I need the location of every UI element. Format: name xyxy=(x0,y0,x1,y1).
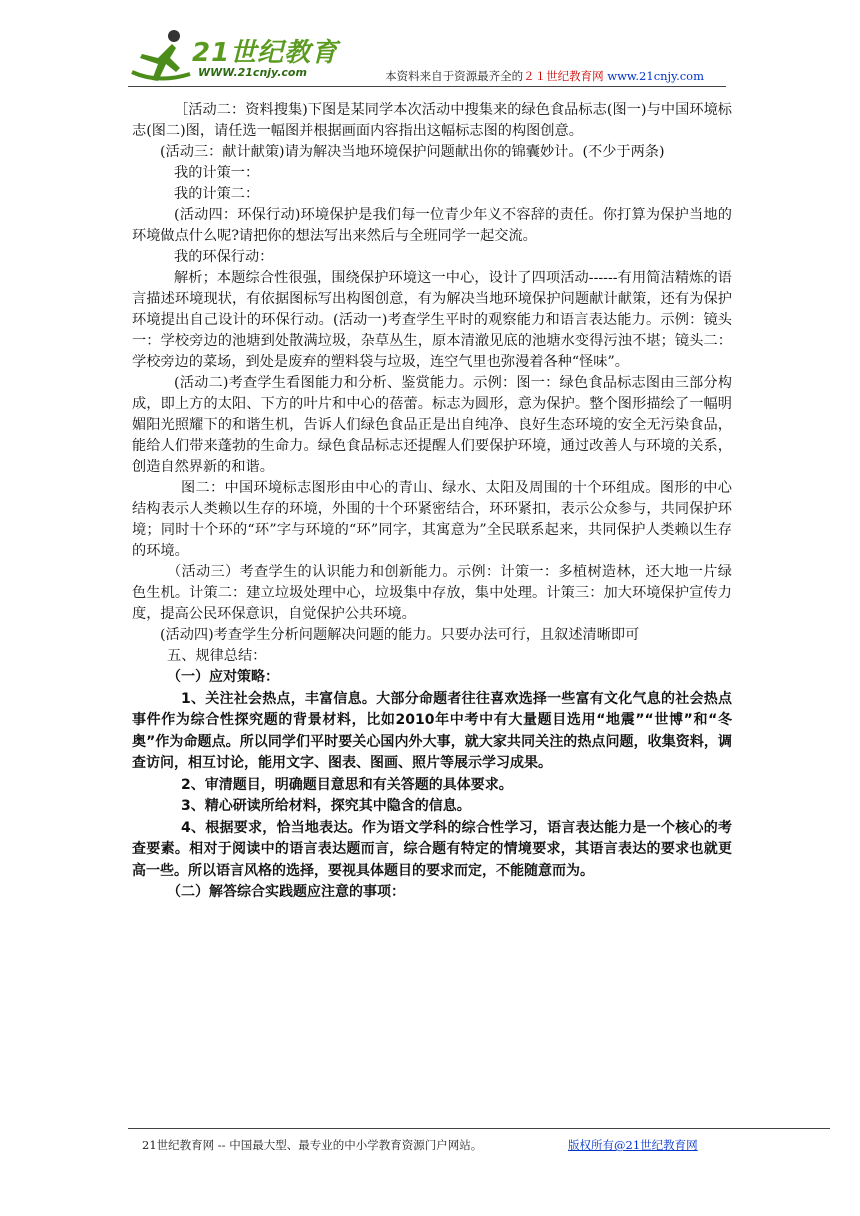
paragraph: 4、根据要求，恰当地表达。作为语文学科的综合性学习，语言表达能力是一个核心的考查要素。相对于阅读中的语言表达题而言，综合题有特定的情境要求，其语言表达的要求也就更高一些。所以语言风格的选择，要视具体题目的要求而定，不能随意而为。 xyxy=(132,819,732,879)
subsection-heading: （一）应对策略： xyxy=(167,669,279,685)
paragraph: ［活动二：资料搜集)下图是某同学本次活动中搜集来的绿色食品标志(图一)与中国环境标 志(图二)图，请任选一幅图并根据画面内容指出这幅标志图的构图创意。 xyxy=(132,102,747,139)
header-site-link[interactable]: ２１世纪教育网 xyxy=(523,69,604,83)
paragraph: 我的环保行动： xyxy=(174,249,274,265)
paragraph: （活动三）考查学生的认识能力和创新能力。示例：计策一：多植树造林，还大地一片绿色生机。计策二：建立垃圾处理中心，垃圾集中存放，集中处理。计策三：加大环境保护宣传力度，提高公民环保意识，自觉保护公共环境。 xyxy=(132,564,732,622)
paragraph: 1、关注社会热点，丰富信息。大部分命题者往往喜欢选择一些富有文化气息的社会热点事件作为综合性探究题的背景材料，比如2010年中考中有大量题目选用“地震”“世博”和“冬奥”作为命题点。所以同学们平时要关心国内外大事，就大家共同关注的热点问题，收集资料，调查访问，相互讨论，能用文字、图表、图画、照片等展示学习成果。 xyxy=(132,690,732,771)
copyright-link[interactable]: 版权所有@21世纪教育网 xyxy=(568,1138,698,1152)
header-url-link[interactable]: www.21cnjy.com xyxy=(607,69,704,83)
page-footer xyxy=(128,1128,830,1152)
logo-url: WWW.21cnjy.com xyxy=(198,66,307,79)
paragraph: 我的计策一： xyxy=(174,165,260,181)
logo-wordmark: 21世纪教育 xyxy=(192,38,339,68)
paragraph: 2、审清题目，明确题目意思和有关答题的具体要求。 xyxy=(181,776,513,793)
paragraph: 解析；本题综合性很强，围绕保护环境这一中心，设计了四项活动------有用简洁精炼的语言描述环境现状，有依据图标写出构图创意，有为解决当地环境保护问题献计献策，还有为保护环境提出自己设计的环保行动。(活动一)考查学生平时的观察能力和语言表达能力。示例：镜头一：学校旁边的池塘到处散满垃圾，杂草丛生，原本清澈见底的池塘水变得污浊不堪；镜头二：学校旁边的菜场，到处是废弃的塑料袋与垃圾，连空气里也弥漫着各种“怪味”。 xyxy=(132,270,732,370)
header-note xyxy=(385,68,704,84)
paragraph: 图二：中国环境标志图形由中心的青山、绿水、太阳及周围的十个环组成。图形的中心结构表示人类赖以生存的环境，外围的十个环紧密结合，环环紧扣，表示公众参与，共同保护环境；同时十个环的“环”字与环境的“环”同字，其寓意为”全民联系起来，共同保护人类赖以生存的环境。 xyxy=(132,480,732,559)
runner-icon xyxy=(128,28,198,84)
page-header xyxy=(128,28,726,88)
subsection-heading: （二）解答综合实践题应注意的事项： xyxy=(167,884,405,900)
paragraph: 我的计策二： xyxy=(174,186,260,202)
paragraph: 3、精心研读所给材料，探究其中隐含的信息。 xyxy=(181,798,471,814)
footer-text: 21世纪教育网 -- 中国最大型、最专业的中小学教育资源门户网站。 xyxy=(142,1138,483,1152)
section-heading: 五、规律总结： xyxy=(167,648,267,664)
paragraph: (活动四：环保行动)环境保护是我们每一位青少年义不容辞的责任。你打算为保护当地的环境做点什么呢?请把你的想法写出来然后与全班同学一起交流。 xyxy=(132,207,732,244)
document-body xyxy=(132,100,747,904)
paragraph: (活动二)考查学生看图能力和分析、鉴赏能力。示例：图一：绿色食品标志图由三部分构成，即上方的太阳、下方的叶片和中心的蓓蕾。标志为圆形，意为保护。整个图形描绘了一幅明媚阳光照耀下的和谐生机，告诉人们绿色食品正是出自纯净、良好生态环境的安全无污染食品，能给人们带来蓬勃的生命力。绿色食品标志还提醒人们要保护环境，通过改善人与环境的关系，创造自然界新的和谐。 xyxy=(132,375,732,475)
site-logo xyxy=(128,28,368,84)
header-note-prefix: 本资料来自于资源最齐全的 xyxy=(385,69,524,83)
paragraph: (活动四)考查学生分析问题解决问题的能力。只要办法可行，且叙述清晰即可 xyxy=(160,627,640,643)
paragraph: (活动三：献计献策)请为解决当地环境保护问题献出你的锦囊妙计。(不少于两条) xyxy=(160,144,665,160)
header-divider xyxy=(128,86,726,87)
